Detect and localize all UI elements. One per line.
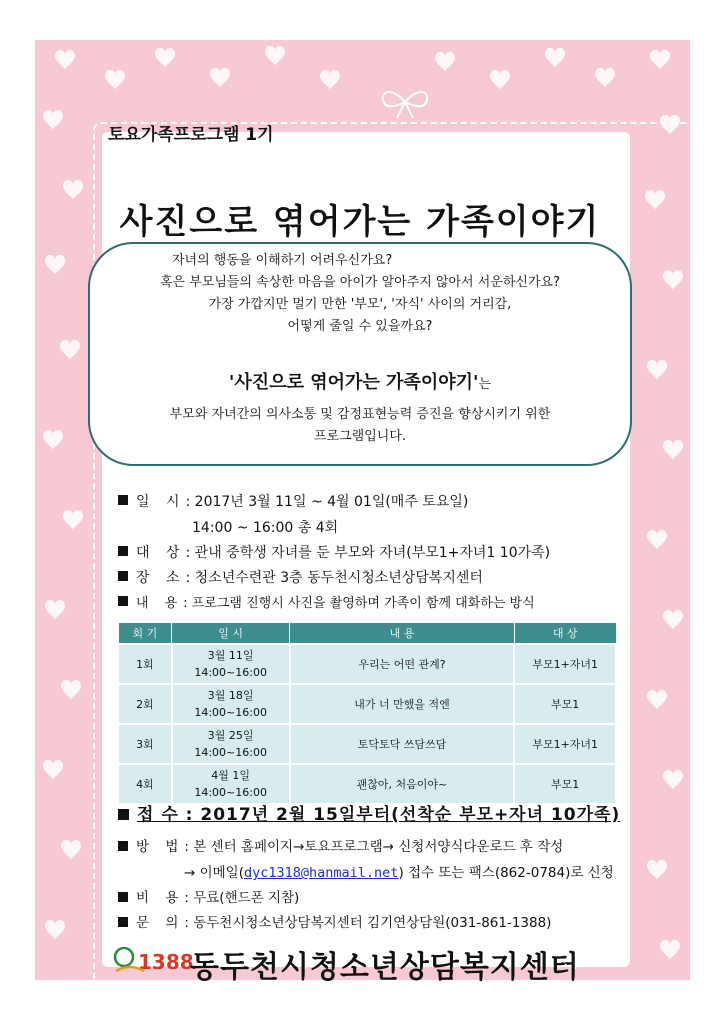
organization-name: 동두천시청소년상담복지센터 — [190, 950, 580, 985]
datetime-cell — [172, 644, 290, 684]
date-text: 3월 25일 — [207, 729, 254, 742]
content-cell: 괜찮아, 처음이야~ — [290, 764, 515, 804]
cost-value: : 무료(핸드폰 지참) — [184, 890, 300, 906]
page-title: 사진으로 엮어가는 가족이야기 — [119, 202, 601, 242]
center-logo — [110, 943, 194, 977]
date-text: 3월 18일 — [207, 689, 254, 702]
method-prefix: → 이메일( — [184, 865, 244, 881]
date-text: 4월 1일 — [211, 769, 251, 782]
target-cell: 부모1 — [514, 764, 616, 804]
info-value: : 2017년 3월 11일 ~ 4월 01일(매주 토요일) — [185, 494, 469, 510]
table-row — [118, 644, 616, 684]
info-time: 14:00 ~ 16:00 총 4회 — [192, 520, 339, 536]
method-line-2 — [184, 861, 614, 881]
intro-line: 혹은 부모님들의 속상한 마음을 아이가 알아주지 않아서 서운하신가요? — [159, 275, 560, 290]
target-cell: 부모1 — [514, 684, 616, 724]
session-cell: 3회 — [118, 724, 172, 764]
contact-key: 문 의 — [136, 915, 185, 931]
intro-line: 어떻게 줄일 수 있을까요? — [287, 319, 433, 334]
contact-line — [118, 911, 551, 931]
method-line-1 — [118, 835, 563, 855]
info-key: 일 시 — [136, 494, 186, 510]
purpose-line: 프로그램입니다. — [313, 429, 407, 444]
bullet-square-icon — [118, 917, 128, 927]
info-key: 내 용 — [136, 596, 184, 611]
method-key: 방 법 — [136, 839, 185, 855]
date-text: 3월 11일 — [207, 649, 254, 662]
program-series-label: 토요가족프로그램 1기 — [108, 125, 274, 145]
content-cell: 우리는 어떤 관계? — [290, 644, 515, 684]
quote-tail: 는 — [478, 377, 492, 392]
logo-number: 1388 — [138, 950, 194, 974]
session-cell: 4회 — [118, 764, 172, 804]
method-text: : 본 센터 홈페이지→토요프로그램→ 신청서양식다운로드 후 작성 — [184, 839, 564, 855]
info-value: : 청소년수련관 3층 동두천시청소년상담복지센터 — [185, 570, 483, 586]
info-place — [118, 567, 483, 587]
schedule-table — [117, 622, 617, 805]
program-purpose — [90, 404, 630, 448]
session-cell: 2회 — [118, 684, 172, 724]
bullet-square-icon — [118, 809, 129, 820]
time-text: 14:00~16:00 — [194, 786, 267, 799]
table-header: 내 용 — [290, 623, 515, 645]
info-key: 장 소 — [136, 570, 186, 586]
table-header: 대 상 — [514, 623, 616, 645]
bullet-square-icon — [118, 571, 128, 581]
cost-key: 비 용 — [136, 890, 185, 906]
target-cell: 부모1+자녀1 — [514, 724, 616, 764]
time-text: 14:00~16:00 — [194, 706, 267, 719]
info-target — [118, 542, 550, 562]
application-period — [118, 800, 620, 825]
time-text: 14:00~16:00 — [194, 746, 267, 759]
contact-value: : 동두천시청소년상담복지센터 김기연상담원(031-861-1388) — [184, 915, 552, 931]
target-cell: 부모1+자녀1 — [514, 644, 616, 684]
ribbon-bow-icon — [375, 84, 435, 120]
table-row — [118, 684, 616, 724]
datetime-cell — [172, 724, 290, 764]
table-row — [118, 724, 616, 764]
intro-speech-bubble — [88, 242, 632, 466]
intro-line: 자녀의 행동을 이해하기 어려우신가요? — [172, 253, 393, 268]
session-cell: 1회 — [118, 644, 172, 684]
intro-text — [90, 250, 630, 338]
datetime-cell — [172, 764, 290, 804]
bullet-square-icon — [118, 546, 128, 556]
bullet-square-icon — [118, 596, 128, 606]
info-value: : 관내 중학생 자녀를 둔 부모와 자녀(부모1+자녀1 10가족) — [185, 545, 551, 561]
time-text: 14:00~16:00 — [194, 666, 267, 679]
info-date — [118, 491, 468, 511]
info-content — [118, 592, 535, 611]
table-header-row — [118, 623, 616, 645]
table-header: 회 기 — [118, 623, 172, 645]
bullet-square-icon — [118, 495, 128, 505]
datetime-cell — [172, 684, 290, 724]
bullet-square-icon — [118, 841, 128, 851]
email-link[interactable]: dyc1318@hanmail.net — [244, 865, 399, 881]
content-cell: 토닥토닥 쓰담쓰담 — [290, 724, 515, 764]
info-key: 대 상 — [136, 545, 186, 561]
bullet-square-icon — [118, 892, 128, 902]
cost-line — [118, 886, 299, 906]
table-row — [118, 764, 616, 804]
program-quote — [90, 368, 630, 394]
intro-line: 가장 가깝지만 멀기 만한 '부모', '자식' 사이의 거리감, — [208, 297, 512, 312]
apply-text: 접 수 : 2017년 2월 15일부터(선착순 부모+자녀 10가족) — [137, 805, 621, 825]
method-suffix: ) 접수 또는 팩스(862-0784)로 신청 — [398, 865, 614, 881]
content-cell: 내가 너 만했을 적엔 — [290, 684, 515, 724]
table-header: 일 시 — [172, 623, 290, 645]
purpose-line: 부모와 자녀간의 의사소통 및 감정표현능력 증진을 향상시키기 위한 — [169, 407, 551, 422]
quote-title: '사진으로 엮어가는 가족이야기' — [228, 372, 479, 393]
info-value: : 프로그램 진행시 사진을 촬영하며 가족이 함께 대화하는 방식 — [183, 596, 535, 611]
